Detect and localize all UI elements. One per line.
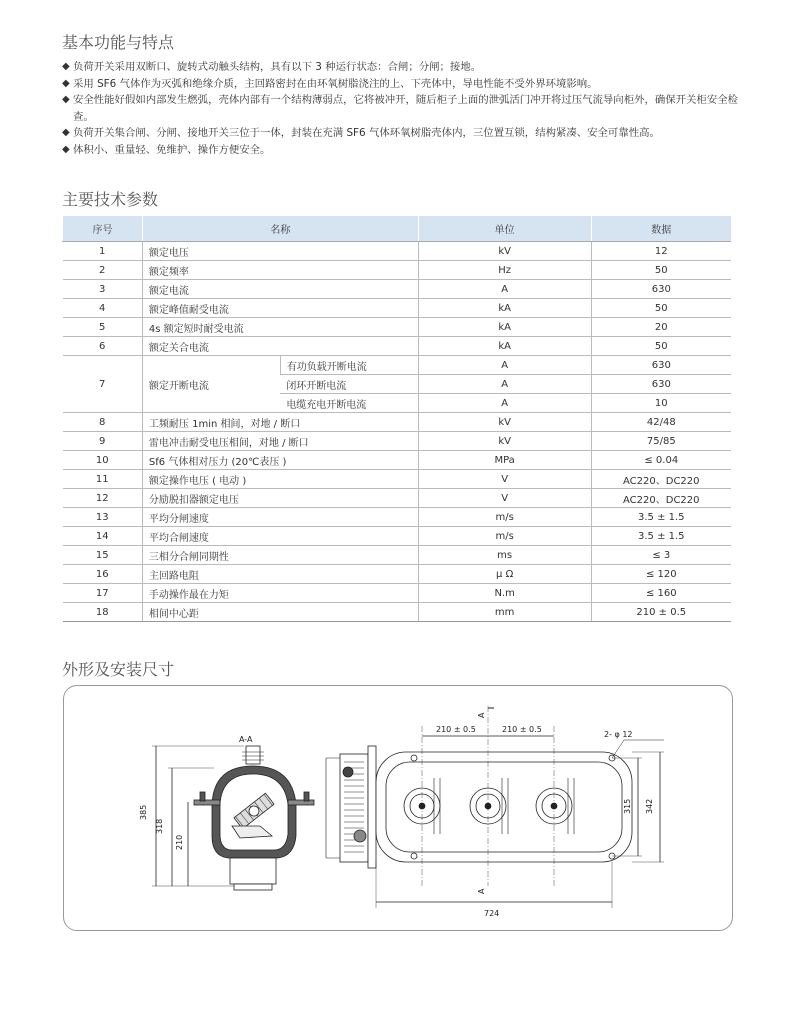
bullet-diamond-icon: ◆ <box>62 127 70 139</box>
table-row: 4 额定峰值耐受电流 kA 50 <box>63 299 732 318</box>
dim-210-right: 210 ± 0.5 <box>502 725 542 734</box>
dimension-drawing <box>64 686 732 930</box>
table-row: 12 分励脱扣器额定电压 V AC220、DC220 <box>63 489 732 508</box>
feature-item: ◆ 安全性能好假如内部发生燃弧，壳体内部有一个结构薄弱点，它将被冲开，随后柜子上面的泄弧活门冲开将过压气流导向柜外，确保开关柜安全检查。 <box>62 94 738 123</box>
table-row: 16 主回路电阻 μ Ω ≤ 120 <box>63 565 732 584</box>
table-row: 18 相间中心距 mm 210 ± 0.5 <box>63 603 732 622</box>
table-row: 6 额定关合电流 kA 50 <box>63 337 732 356</box>
table-row: 5 4s 额定短时耐受电流 kA 20 <box>63 318 732 337</box>
section-title-dimensions: 外形及安装尺寸 <box>62 660 175 679</box>
section-mark-a-bottom: A <box>477 888 486 894</box>
dim-724: 724 <box>484 909 500 918</box>
table-row: 15 三相分合闸同期性 ms ≤ 3 <box>63 546 732 565</box>
front-view <box>326 706 664 918</box>
top-bushing <box>246 746 260 764</box>
section-title-specs: 主要技术参数 <box>62 190 159 209</box>
feature-item: ◆ 体积小、重量轻、免维护、操作方便安全。 <box>62 142 752 159</box>
dim-342: 342 <box>645 798 654 814</box>
section-aa-label: A-A <box>239 735 253 744</box>
feature-item: ◆ 负荷开关集合闸、分闸、接地开关三位于一体，封装在充满 SF6 气体环氧树脂壳体内，三位置互锁，结构紧凑、安全可靠性高。 <box>62 125 752 142</box>
lower-housing <box>230 858 276 884</box>
dimension-drawing-panel <box>63 685 733 931</box>
dim-hole-note: 2- φ 12 <box>604 730 633 739</box>
bullet-diamond-icon: ◆ <box>62 143 70 155</box>
header-name: 名称 <box>142 216 418 242</box>
table-row: 1 额定电压 kV 12 <box>63 242 732 261</box>
bullet-diamond-icon: ◆ <box>62 77 70 89</box>
bullet-diamond-icon: ◆ <box>62 94 70 106</box>
table-row: 17 手动操作最在力矩 N.m ≤ 160 <box>63 584 732 603</box>
header-unit: 单位 <box>418 216 591 242</box>
section-view <box>139 735 314 890</box>
header-no: 序号 <box>63 216 143 242</box>
table-header-row <box>63 216 732 242</box>
feature-list <box>62 59 752 159</box>
table-row: 11 额定操作电压 ( 电动 ) V AC220、DC220 <box>63 470 732 489</box>
table-row: 2 额定频率 Hz 50 <box>63 261 732 280</box>
dim-315: 315 <box>623 798 632 814</box>
table-row: 10 Sf6 气体相对压力 (20℃表压 ) MPa ≤ 0.04 <box>63 451 732 470</box>
table-row: 电缆充电开断电流 A 10 <box>63 394 732 413</box>
dim-385: 385 <box>139 804 148 820</box>
table-row: 9 雷电冲击耐受电压相间，对地 / 断口 kV 75/85 <box>63 432 732 451</box>
table-row: 8 工频耐压 1min 相间，对地 / 断口 kV 42/48 <box>63 413 732 432</box>
table-row: 13 平均分闸速度 m/s 3.5 ± 1.5 <box>63 508 732 527</box>
table-row: 7 额定开断电流 有功负载开断电流 A 630 <box>63 356 732 375</box>
dim-318: 318 <box>155 818 164 834</box>
header-value: 数据 <box>591 216 731 242</box>
section-mark-a-top: A <box>477 712 486 718</box>
feature-item: ◆ 负荷开关采用双断口、旋转式动触头结构，具有以下 3 种运行状态：合闸；分闸；接地。 <box>62 59 752 76</box>
section-title-features: 基本功能与特点 <box>62 33 175 52</box>
dim-210-vertical: 210 <box>175 834 184 850</box>
dim-210-left: 210 ± 0.5 <box>436 725 476 734</box>
table-row: 闭环开断电流 A 630 <box>63 375 732 394</box>
table-row: 3 额定电流 A 630 <box>63 280 732 299</box>
bullet-diamond-icon: ◆ <box>62 61 70 72</box>
spec-table <box>62 216 731 622</box>
table-row: 14 平均合闸速度 m/s 3.5 ± 1.5 <box>63 527 732 546</box>
feature-item: ◆ 采用 SF6 气体作为灭弧和绝缘介质，主回路密封在由环氧树脂浇注的上、下壳体中，导电性能不受外界环境影响。 <box>62 76 752 93</box>
